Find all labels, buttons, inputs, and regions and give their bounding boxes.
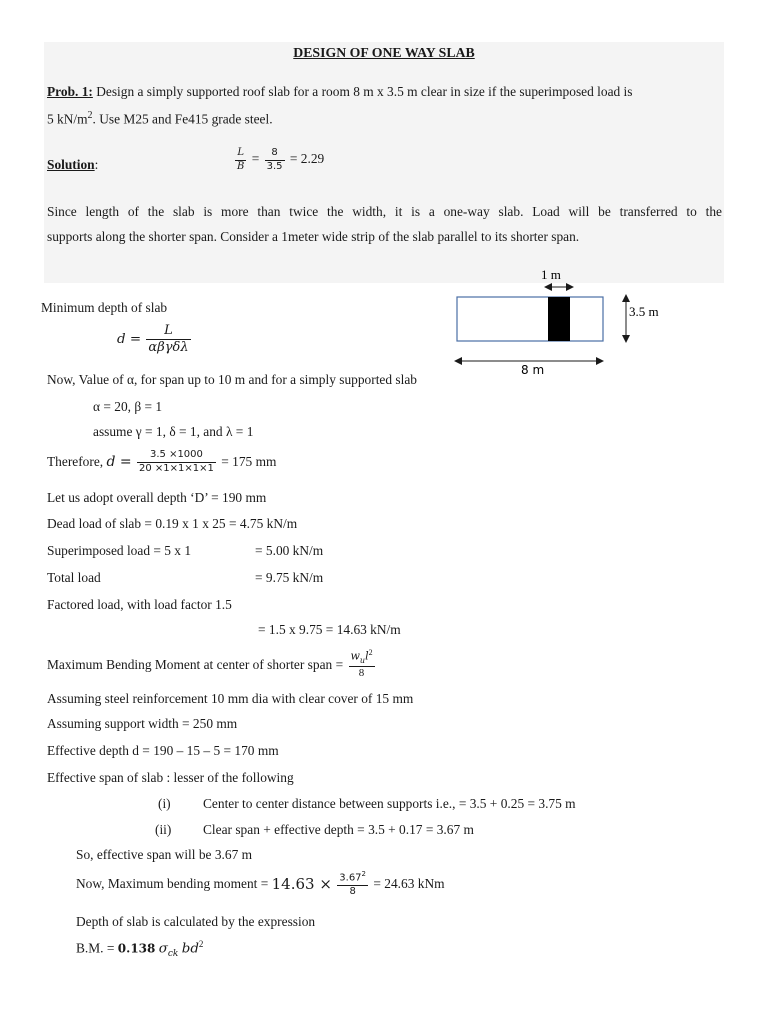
bm-expr-sup: 2 bbox=[198, 939, 204, 949]
ratio-equation bbox=[233, 147, 324, 173]
slab-diagram bbox=[450, 263, 680, 378]
bm-sup: 2 bbox=[368, 648, 373, 657]
para-line-2: supports along the shorter span. Consider a 1meter wide strip of the slab parallel to its shorter span. bbox=[47, 229, 580, 244]
problem-text-1: Design a simply supported roof slab for a room 8 m x 3.5 m clear in size if the superimposed load is bbox=[92, 84, 633, 99]
para-line-1: Since length of the slab is more than twice the width, it is a one-way slab. Load will be transferred to the bbox=[47, 204, 722, 219]
now-bm-num bbox=[337, 870, 368, 886]
now-bm-num-sup: 2 bbox=[361, 870, 367, 878]
support-line: Assuming support width = 250 mm bbox=[47, 716, 238, 731]
slab-outline bbox=[457, 297, 603, 341]
factored-load-line: Factored load, with load factor 1.5 bbox=[47, 597, 232, 612]
total-load-value: = 9.75 kN/m bbox=[255, 570, 324, 585]
depth-expr-line: Depth of slab is calculated by the expression bbox=[76, 914, 316, 929]
bm-l: l bbox=[365, 649, 369, 663]
option-1-text: Center to center distance between supports i.e., = 3.5 + 0.25 = 3.75 m bbox=[203, 796, 576, 811]
length-label: 8 m bbox=[521, 363, 545, 377]
min-depth-formula bbox=[117, 323, 193, 357]
min-depth-num: L bbox=[146, 323, 190, 340]
problem-load: 5 kN/m bbox=[47, 111, 88, 127]
now-bm-num-base: 3.67 bbox=[339, 872, 362, 884]
bm-expression bbox=[76, 939, 203, 959]
max-bm-text: Maximum Bending Moment at center of shorter span = bbox=[47, 656, 344, 672]
depth-num: 3.5 ×1000 bbox=[137, 449, 216, 463]
option-2-text: Clear span + effective depth = 3.5 + 0.17 = 3.67 m bbox=[203, 822, 474, 837]
value-num: 8 bbox=[265, 147, 285, 161]
imposed-load-label: Superimposed load = 5 x 1 bbox=[47, 543, 192, 558]
problem-line-1 bbox=[47, 84, 632, 99]
max-bm-line bbox=[47, 648, 377, 681]
depth-fraction bbox=[137, 449, 216, 475]
ratio-eq: = bbox=[251, 151, 260, 167]
value-fraction bbox=[265, 147, 285, 173]
page-title: DESIGN OF ONE WAY SLAB bbox=[293, 45, 475, 60]
problem-background bbox=[44, 42, 724, 283]
value-alpha-line: Now, Value of α, for span up to 10 m and for a simply supported slab bbox=[47, 372, 417, 387]
now-bm-value: 14.63 × bbox=[271, 874, 332, 893]
assume-line: assume γ = 1, δ = 1, and λ = 1 bbox=[93, 424, 254, 439]
now-bm-result: = 24.63 kNm bbox=[373, 876, 445, 892]
bm-expr-lhs: B.M. = bbox=[76, 940, 115, 956]
factored-load-value: = 1.5 x 9.75 = 14.63 kN/m bbox=[258, 622, 401, 637]
steel-line: Assuming steel reinforcement 10 mm dia with clear cover of 15 mm bbox=[47, 691, 414, 706]
alpha-beta-line: α = 20, β = 1 bbox=[93, 399, 163, 414]
now-bm-fraction bbox=[337, 870, 368, 898]
solution-colon: : bbox=[94, 157, 99, 172]
d-symbol: d = bbox=[106, 453, 132, 470]
depth-result: = 175 mm bbox=[221, 454, 277, 470]
one-meter-strip bbox=[548, 297, 570, 341]
bm-expr-bd: bd bbox=[181, 941, 199, 957]
min-depth-heading: Minimum depth of slab bbox=[41, 300, 168, 315]
min-depth-fraction bbox=[146, 323, 190, 357]
imposed-load-value: = 5.00 kN/m bbox=[255, 543, 324, 558]
strip-label: 1 m bbox=[541, 267, 561, 282]
depth-calc-line bbox=[47, 449, 276, 475]
so-span-line: So, effective span will be 3.67 m bbox=[76, 847, 253, 862]
now-bm-text: Now, Maximum bending moment = bbox=[76, 876, 269, 892]
therefore-label: Therefore, bbox=[47, 454, 104, 470]
bm-w: w bbox=[350, 649, 360, 663]
ratio-num: L bbox=[235, 147, 246, 161]
problem-label: Prob. 1: bbox=[47, 84, 93, 99]
value-den: 3.5 bbox=[266, 160, 283, 172]
max-bm-fraction bbox=[349, 648, 375, 681]
solution-label: Solution bbox=[47, 157, 95, 172]
dead-load-line: Dead load of slab = 0.19 x 1 x 25 = 4.75 kN/m bbox=[47, 516, 298, 531]
option-2-number: (ii) bbox=[155, 822, 172, 837]
ratio-fraction bbox=[235, 147, 246, 173]
max-bm-num bbox=[349, 648, 375, 667]
adopt-line: Let us adopt overall depth ‘D’ = 190 mm bbox=[47, 490, 267, 505]
option-1-number: (i) bbox=[158, 796, 171, 811]
min-depth-lhs: d = bbox=[117, 331, 142, 347]
depth-den: 20 ×1×1×1×1 bbox=[139, 462, 214, 474]
total-load-label: Total load bbox=[47, 570, 101, 585]
problem-text-2: . Use M25 and Fe415 grade steel. bbox=[92, 111, 273, 127]
bm-expr-sub: ck bbox=[167, 949, 179, 960]
bm-sub: u bbox=[359, 655, 366, 665]
solution-label-wrap bbox=[47, 157, 98, 172]
eff-span-line: Effective span of slab : lesser of the following bbox=[47, 770, 294, 785]
max-bm-den: 8 bbox=[358, 666, 365, 679]
problem-line-2 bbox=[47, 110, 273, 127]
problem-load-sup: 2 bbox=[87, 110, 93, 121]
bm-expr-sigma: σ bbox=[158, 941, 168, 957]
eff-depth-line: Effective depth d = 190 – 15 – 5 = 170 mm bbox=[47, 743, 279, 758]
now-bm-line bbox=[76, 870, 445, 898]
ratio-result: = 2.29 bbox=[289, 151, 325, 167]
ratio-den: B bbox=[237, 160, 245, 172]
bm-expr-coef: 0.138 bbox=[117, 941, 156, 956]
min-depth-den: αβγδλ bbox=[148, 340, 189, 356]
width-label: 3.5 m bbox=[629, 304, 659, 319]
now-bm-den: 8 bbox=[349, 885, 356, 897]
